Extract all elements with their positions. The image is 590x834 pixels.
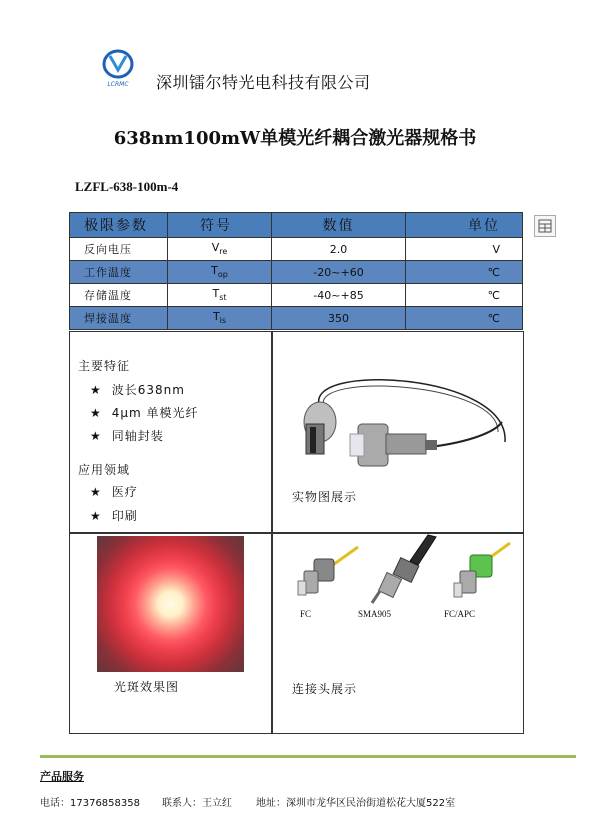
header-param: 极限参数 xyxy=(70,213,168,238)
table-row xyxy=(70,238,523,261)
star-icon: ★ xyxy=(90,406,102,420)
document-title: 638nm100mW单模光纤耦合激光器规格书 xyxy=(113,128,477,149)
param-value: 350 xyxy=(272,307,406,330)
product-photo-cell xyxy=(271,331,524,534)
symbol-main: T xyxy=(212,310,220,324)
param-unit: ℃ xyxy=(406,307,523,330)
star-icon: ★ xyxy=(90,485,102,499)
spot-caption: 光斑效果图 xyxy=(114,680,180,694)
footer-phone: 电话：17376858358 xyxy=(40,798,140,809)
param-value: 2.0 xyxy=(272,238,406,261)
sma905-connector-image xyxy=(366,533,446,605)
main-features-title: 主要特征 xyxy=(78,359,131,373)
footer-contact: 联系人：王立红 xyxy=(162,798,232,809)
table-header-row xyxy=(70,213,523,238)
symbol-main: T xyxy=(211,264,218,278)
header-symbol: 符号 xyxy=(168,213,272,238)
param-unit: ℃ xyxy=(406,284,523,307)
symbol-main: T xyxy=(212,287,220,301)
fc-apc-connector-image xyxy=(444,539,520,601)
features-cell xyxy=(69,331,273,534)
param-name: 工作温度 xyxy=(70,261,168,284)
feature-item: ★ 波长638nm xyxy=(90,383,185,397)
param-name: 存储温度 xyxy=(70,284,168,307)
logo-text: LCRMC xyxy=(107,81,129,88)
param-symbol xyxy=(168,261,272,284)
photo-caption: 实物图展示 xyxy=(292,490,358,504)
footer-title: 产品服务 xyxy=(40,770,84,783)
connector-label-fc: FC xyxy=(300,609,312,619)
symbol-sub: op xyxy=(217,270,228,280)
feature-item: ★ 4μm 单模光纤 xyxy=(90,406,199,420)
param-value: -20~+60 xyxy=(272,261,406,284)
param-unit: V xyxy=(406,238,523,261)
symbol-main: V xyxy=(211,241,220,255)
param-unit: ℃ xyxy=(406,261,523,284)
beam-spot-image xyxy=(97,536,244,672)
param-symbol xyxy=(168,284,272,307)
param-symbol xyxy=(168,307,272,330)
table-row xyxy=(70,261,523,284)
company-logo xyxy=(100,48,136,88)
fc-connector-image xyxy=(290,537,370,599)
table-toggle-icon[interactable] xyxy=(534,215,556,237)
star-icon: ★ xyxy=(90,429,102,443)
symbol-sub: st xyxy=(219,293,227,303)
header-unit: 单位 xyxy=(406,213,523,238)
footer-address: 地址：深圳市龙华区民治街道松花大厦522室 xyxy=(256,798,456,809)
param-name: 焊接温度 xyxy=(70,307,168,330)
param-symbol xyxy=(168,238,272,261)
params-table xyxy=(69,212,523,330)
connectors-cell xyxy=(271,532,524,734)
star-icon: ★ xyxy=(90,383,102,397)
param-value: -40~+85 xyxy=(272,284,406,307)
model-number: LZFL-638-100m-4 xyxy=(75,179,179,194)
symbol-sub: is xyxy=(219,316,227,326)
header-value: 数值 xyxy=(272,213,406,238)
connector-label-fc-apc: FC/APC xyxy=(444,609,476,619)
param-name: 反向电压 xyxy=(70,238,168,261)
table-row xyxy=(70,307,523,330)
connectors-caption: 连接头展示 xyxy=(292,682,358,696)
application-item: ★ 印刷 xyxy=(90,509,138,523)
company-name: 深圳镭尔特光电科技有限公司 xyxy=(156,73,371,92)
beam-spot-cell xyxy=(69,532,273,734)
symbol-sub: re xyxy=(219,247,228,257)
footer-separator xyxy=(40,755,576,758)
table-row xyxy=(70,284,523,307)
product-photo xyxy=(280,362,520,492)
feature-item: ★ 同轴封装 xyxy=(90,429,164,443)
application-item: ★ 医疗 xyxy=(90,485,138,499)
connector-label-sma905: SMA905 xyxy=(358,609,392,619)
star-icon: ★ xyxy=(90,509,102,523)
applications-title: 应用领域 xyxy=(78,463,131,477)
